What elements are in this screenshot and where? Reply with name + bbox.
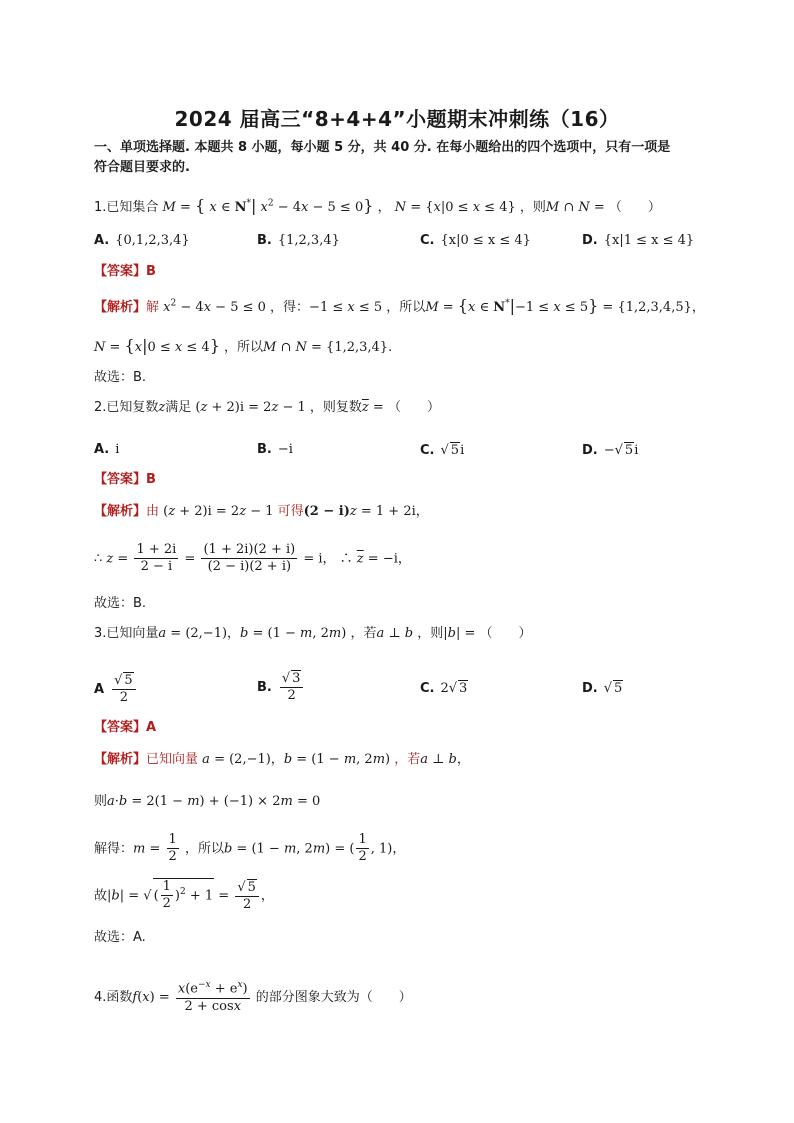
section-instruction-line1: 一、单项选择题. 本题共 8 小题，每小题 5 分，共 40 分. 在每小题给出的四个选项中，只有一项是 bbox=[94, 140, 671, 155]
q1-set-n: N bbox=[394, 200, 407, 215]
question-4-stem: 4.函数f(x) = $\frac{x(e^{-x} + e^x)}{2 + \cos x}$ 的部分图象大致为（ ） bbox=[94, 980, 412, 1014]
question-1-stem: 1.已知集合 M = { x ∈ N*| $x^2 - 4x - 5 \le 0$} ， N = {x|0 ≤ x ≤ 4} ，则M ∩ N = （ ） bbox=[94, 196, 661, 215]
q2-analysis-line2: ∴ z = $\frac{1 + 2i}{2 - i}$ = $\frac{(1 + 2i)(2 + i)}{(2 - i)(2 + i)}$ = i， ∴ $\overline{z} = -i$， bbox=[94, 542, 411, 575]
q3-analysis-line4: 故|b| = √ ( $\frac{1}{2}$ )$^2$ + 1 = $\frac{√ 5}{2}$ ， bbox=[94, 879, 274, 912]
section-instruction-line2: 符合题目要求的. bbox=[94, 160, 190, 175]
q1-answer: 【答案】B bbox=[94, 264, 156, 279]
q2-answer: 【答案】B bbox=[94, 472, 156, 487]
q2-option-a: A. i bbox=[94, 442, 120, 457]
q3-answer: 【答案】A bbox=[94, 720, 157, 735]
q1-option-b: B. {1,2,3,4} bbox=[257, 233, 340, 248]
q1-option-a: A. {0,1,2,3,4} bbox=[94, 233, 190, 248]
q3-option-a: A $\frac{√ 5}{2}$ bbox=[94, 672, 138, 707]
q3-option-c: C. 2√ 3 bbox=[420, 681, 468, 696]
question-2-stem: 2.已知复数z满足 (z + 2)i = 2z − 1 ，则复数$\overline{z}$ = （ ） bbox=[94, 400, 440, 415]
q1-option-d: D. {x|1 ≤ x ≤ 4} bbox=[582, 233, 695, 248]
q1-option-c: C. {x|0 ≤ x ≤ 4} bbox=[420, 233, 531, 248]
q1-analysis-line2: N = {x|0 ≤ x ≤ 4} ，所以M ∩ N = {1,2,3,4}. bbox=[94, 336, 393, 355]
q1-stem-prefix: 1.已知集合 bbox=[94, 200, 159, 215]
q2-conclusion: 故选：B. bbox=[94, 596, 147, 611]
q2-option-d: D. −√ 5i bbox=[582, 443, 639, 458]
q3-option-d: D. √ 5 bbox=[582, 681, 623, 696]
q1-conclusion: 故选：B. bbox=[94, 370, 147, 385]
q1-analysis-line1: 【解析】解 $x^2 - 4x - 5 \le 0$ ，得：−1 ≤ x ≤ 5 ，所以M = {x ∈ N*|−1 ≤ x ≤ 5} = {1,2,3,4,5}， bbox=[94, 296, 705, 315]
q3-analysis-line3: 解得：m = $\frac{1}{2}$ ，所以b = (1 − m, 2m) = ( $\frac{1}{2}$ , 1)， bbox=[94, 832, 406, 865]
page-title: 2024 届高三“8+4+4”小题期末冲刺练（16） bbox=[174, 107, 620, 131]
q2-option-c: C. √ 5i bbox=[420, 443, 465, 458]
q3-conclusion: 故选：A. bbox=[94, 930, 146, 945]
q2-analysis-line1: 【解析】由 (z + 2)i = 2z − 1 可得(2 − i)z = 1 + 2i， bbox=[94, 504, 429, 519]
q1-set-m: M bbox=[162, 200, 176, 215]
q2-option-b: B. −i bbox=[257, 442, 293, 457]
q3-option-b: B. $\frac{√ 3}{2}$ bbox=[257, 670, 305, 705]
question-3-stem: 3.已知向量a = (2,−1)，b = (1 − m, 2m) ，若a ⊥ b ，则|b| = （ ） bbox=[94, 626, 532, 641]
q3-analysis-line1: 【解析】已知向量 a = (2,−1)，b = (1 − m, 2m) ，若a ⊥ b， bbox=[94, 752, 470, 767]
q3-analysis-line2: 则a·b = 2(1 − m) + (−1) × 2m = 0 bbox=[94, 794, 321, 809]
